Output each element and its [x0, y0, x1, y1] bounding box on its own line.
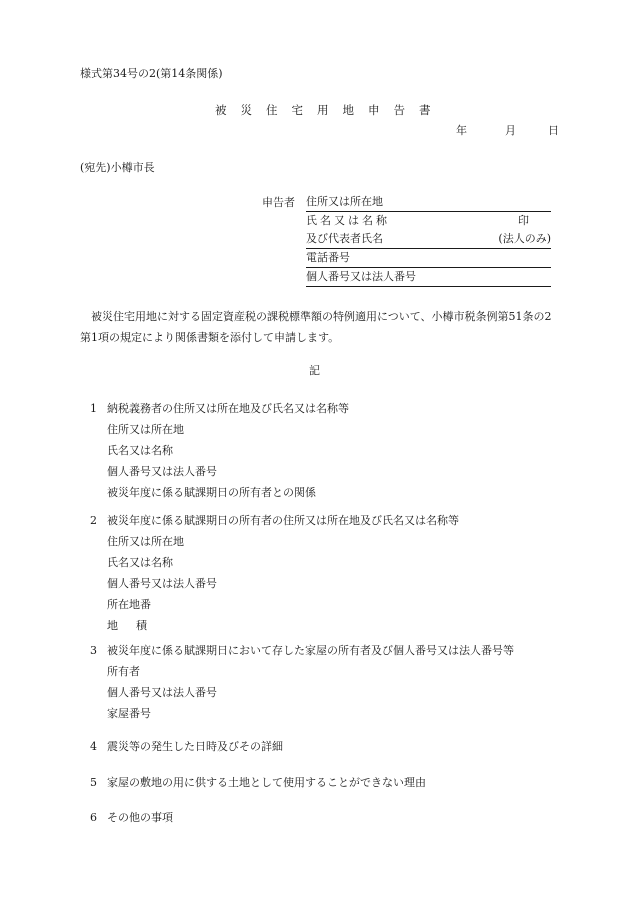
- date-month: 月: [505, 124, 516, 137]
- applicant-phone-label: 電話番号: [306, 251, 350, 264]
- applicant-representative-field[interactable]: [306, 230, 551, 249]
- document-title: 被災住宅用地申告書: [215, 103, 445, 117]
- applicant-id-label: 個人番号又は法人番号: [306, 270, 416, 283]
- item-field[interactable]: 個人番号又は法人番号: [107, 577, 217, 590]
- item-number: 4: [90, 740, 97, 753]
- item-field[interactable]: 所在地番: [107, 598, 151, 611]
- item-field[interactable]: 住所又は所在地: [107, 423, 184, 436]
- item-field[interactable]: 氏名又は名称: [107, 444, 173, 457]
- date-year: 年: [456, 124, 467, 137]
- applicant-id-field[interactable]: [306, 268, 551, 287]
- item-4: [90, 736, 283, 757]
- item-field[interactable]: 所有者: [107, 665, 140, 678]
- applicant-address-field[interactable]: [306, 193, 551, 212]
- applicant-representative-label: 及び代表者氏名: [306, 232, 383, 245]
- item-heading: 震災等の発生した日時及びその詳細: [107, 740, 283, 753]
- seal-mark: 印: [518, 214, 529, 227]
- date-line: [456, 122, 559, 138]
- item-field[interactable]: 個人番号又は法人番号: [107, 686, 217, 699]
- item-field[interactable]: 家屋番号: [107, 707, 151, 720]
- item-5: [90, 772, 426, 793]
- item-number: 6: [90, 811, 97, 824]
- applicant-name-label: 氏名又は名称: [306, 214, 390, 227]
- item-6: [90, 807, 173, 828]
- item-number: 2: [90, 514, 97, 527]
- applicant-name-field[interactable]: [306, 212, 551, 230]
- item-heading: 被災年度に係る賦課期日の所有者の住所又は所在地及び氏名又は名称等: [107, 514, 459, 527]
- item-field[interactable]: 住所又は所在地: [107, 535, 184, 548]
- item-field[interactable]: 氏名又は名称: [107, 556, 173, 569]
- addressee: (宛先)小樽市長: [80, 161, 155, 174]
- application-text: 被災住宅用地に対する固定資産税の課税標準額の特例適用について、小樽市税条例第51条の2第1項の規定により関係書類を添付して申請します。: [80, 310, 552, 344]
- item-heading: 家屋の敷地の用に供する土地として使用することができない理由: [107, 776, 426, 789]
- applicant-address-label: 住所又は所在地: [306, 195, 383, 208]
- corporation-only-note: (法人のみ): [498, 232, 551, 245]
- item-2: [90, 510, 459, 636]
- item-field[interactable]: 個人番号又は法人番号: [107, 465, 217, 478]
- date-day: 日: [548, 124, 559, 137]
- item-number: 1: [90, 402, 97, 415]
- applicant-label: 申告者: [262, 196, 295, 209]
- item-number: 3: [90, 644, 97, 657]
- item-field[interactable]: 地積: [107, 619, 165, 632]
- item-heading: 納税義務者の住所又は所在地及び氏名又は名称等: [107, 402, 349, 415]
- form-number: 様式第34号の2(第14条関係): [80, 67, 223, 80]
- item-heading: 被災年度に係る賦課期日において存した家屋の所有者及び個人番号又は法人番号等: [107, 644, 514, 657]
- ki-heading: 記: [309, 364, 320, 377]
- item-1: [90, 398, 349, 503]
- item-heading: その他の事項: [107, 811, 173, 824]
- item-number: 5: [90, 776, 97, 789]
- applicant-phone-field[interactable]: [306, 249, 551, 268]
- item-field[interactable]: 被災年度に係る賦課期日の所有者との関係: [107, 486, 316, 499]
- item-3: [90, 640, 514, 724]
